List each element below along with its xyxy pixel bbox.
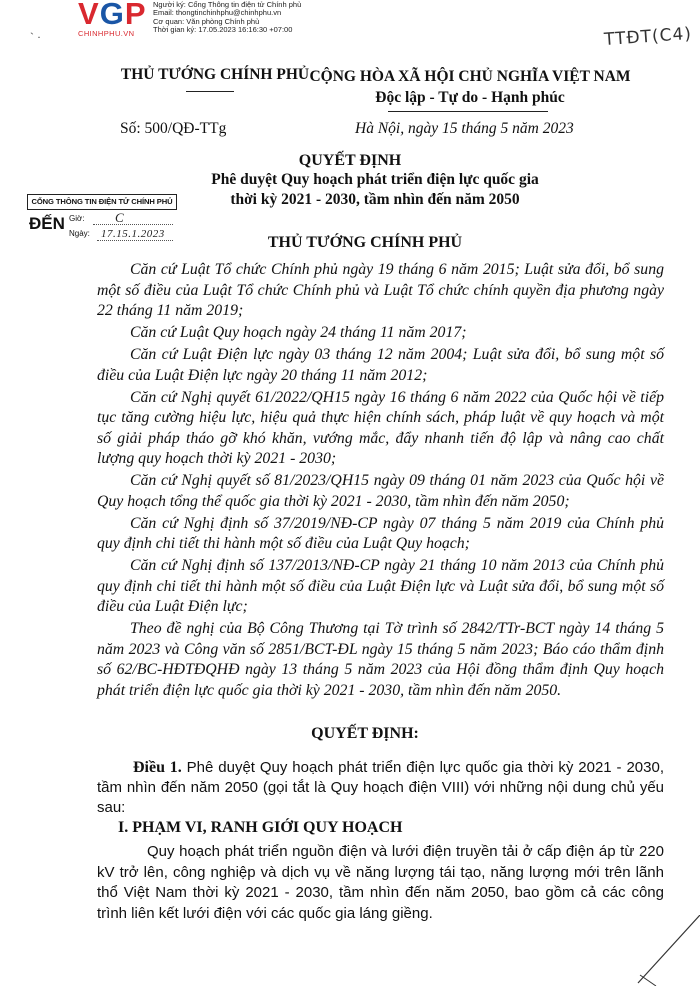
logo-subtitle: CHINHPHU.VN [78, 29, 135, 38]
stamp-dotline [93, 224, 173, 225]
logo-wordmark: VGP [78, 0, 147, 31]
page-fold-mark [636, 915, 700, 986]
handwritten-note: TTĐT(C4) [603, 23, 693, 51]
legal-basis: Căn cứ Luật Điện lực ngày 03 tháng 12 năm 2004; Luật sửa đổi, bổ sung một số điều của Luật Điện lực ngày 20 tháng 11 năm 2012; [97, 346, 664, 384]
nation-name: CỘNG HÒA XÃ HỘI CHỦ NGHĨA VIỆT NAM [309, 68, 631, 85]
stamp-time-value: C [115, 210, 124, 225]
section-heading: I. PHẠM VI, RANH GIỚI QUY HOẠCH [118, 819, 403, 836]
national-motto: Độc lập - Tự do - Hạnh phúc [375, 89, 565, 106]
national-header [305, 66, 635, 108]
authority-heading: THỦ TƯỚNG CHÍNH PHỦ [267, 234, 463, 251]
legal-basis: Theo đề nghị của Bộ Công Thương tại Tờ trình số 2842/TTr-BCT ngày 14 tháng 5 năm 2023 và Công văn số 2851/BCT-ĐL ngày 15 tháng 5 năm 2023; Báo cáo thẩm định số 62/BC-HĐTĐQHĐ ngày 13 tháng 5 năm 2023 của Hội đồng thẩm định Quy hoạch phát triển điện lực quốc gia thời kỳ 2021 - 2030, tầm nhìn đến năm 2050. [97, 620, 664, 699]
legal-basis: Căn cứ Nghị quyết 61/2022/QH15 ngày 16 tháng 6 năm 2022 của Quốc hội về tiếp tục tăng cường hiệu lực, hiệu quả thực hiện chính sách, pháp luật về quy hoạch và một số giải pháp tháo gỡ khó khăn, vướng mắc, đẩy nhanh tiến độ lập và nâng cao chất lượng quy hoạch thời kỳ 2021 - 2030; [97, 388, 664, 467]
article-label: Điều 1. [133, 759, 182, 776]
signature-email: Email: thongtinchinhphu@chinhphu.vn [153, 8, 282, 18]
section-text: Quy hoạch phát triển nguồn điện và lưới điện truyền tải ở cấp điện áp từ 220 kV trở lên, công nghiệp và dịch vụ về năng lượng tái tạo, năng lượng mới trên lãnh thổ Việt Nam thời kỳ 2021 - 2030, tầm nhìn đến năm 2050, bao gồm cả các công trình liên kết lưới điện với các quốc gia láng giềng. [97, 843, 664, 922]
digital-signature [153, 1, 301, 34]
document-date: Hà Nội, ngày 15 tháng 5 năm 2023 [355, 120, 574, 137]
stamp-den: ĐẾN [29, 214, 65, 233]
article-1 [97, 758, 664, 818]
document-subject [150, 170, 600, 210]
stamp-date-label: Ngày: [69, 229, 90, 238]
legal-basis: Căn cứ Nghị định số 137/2013/NĐ-CP ngày 21 tháng 10 năm 2013 của Chính phủ quy định chi tiết thi hành một số điều của Luật Điện lực và Luật sửa đổi, bổ sung một số điều của Luật Điện lực; [97, 557, 664, 615]
signature-agency: Cơ quan: Văn phòng Chính phủ [153, 16, 260, 26]
subject-line-1: Phê duyệt Quy hoạch phát triển điện lực quốc gia [211, 171, 539, 188]
stamp-date-value: 17.15.1.2023 [101, 228, 165, 240]
pen-mark: ˋ · [30, 30, 41, 44]
issuer-name: THỦ TƯỚNG CHÍNH PHỦ [120, 66, 310, 83]
document-number: Số: 500/QĐ-TTg [120, 120, 227, 137]
legal-bases [97, 260, 664, 703]
signature-time: Thời gian ký: 17.05.2023 16:16:30 +07:00 [153, 24, 293, 34]
legal-basis: Căn cứ Nghị định số 37/2019/NĐ-CP ngày 07 tháng 5 năm 2019 của Chính phủ quy định chi tiết thi hành một số điều của Luật Quy hoạch; [97, 514, 664, 552]
legal-basis: Căn cứ Nghị quyết số 81/2023/QH15 ngày 09 tháng 01 năm 2023 của Quốc hội về Quy hoạch tổng thể quốc gia thời kỳ 2021 - 2030, tầm nhìn đến năm 2050; [97, 472, 664, 510]
vgp-logo [78, 0, 153, 40]
stamp-org: CỔNG THÔNG TIN ĐIỆN TỬ CHÍNH PHỦ [27, 194, 177, 210]
stamp-time-label: Giờ: [69, 214, 85, 223]
subject-line-2: thời kỳ 2021 - 2030, tầm nhìn đến năm 2050 [230, 191, 520, 208]
legal-basis: Căn cứ Luật Quy hoạch ngày 24 tháng 11 năm 2017; [130, 324, 467, 341]
document-type: QUYẾT ĐỊNH [298, 152, 402, 169]
issuer-underline [186, 91, 234, 92]
decision-heading: QUYẾT ĐỊNH: [311, 725, 419, 742]
legal-basis: Căn cứ Luật Tổ chức Chính phủ ngày 19 tháng 6 năm 2015; Luật sửa đổi, bổ sung một số điều của Luật Tổ chức Chính phủ và Luật Tổ chức chính quyền địa phương ngày 22 tháng 11 năm 2019; [97, 261, 664, 319]
article-text: Phê duyệt Quy hoạch phát triển điện lực quốc gia thời kỳ 2021 - 2030, tầm nhìn đến năm 2050 (gọi tắt là Quy hoạch điện VIII) với những nội dung chủ yếu sau: [97, 759, 664, 816]
signature-signer: Người ký: Cổng Thông tin điện tử Chính phủ [153, 0, 302, 9]
motto-underline [388, 111, 548, 112]
